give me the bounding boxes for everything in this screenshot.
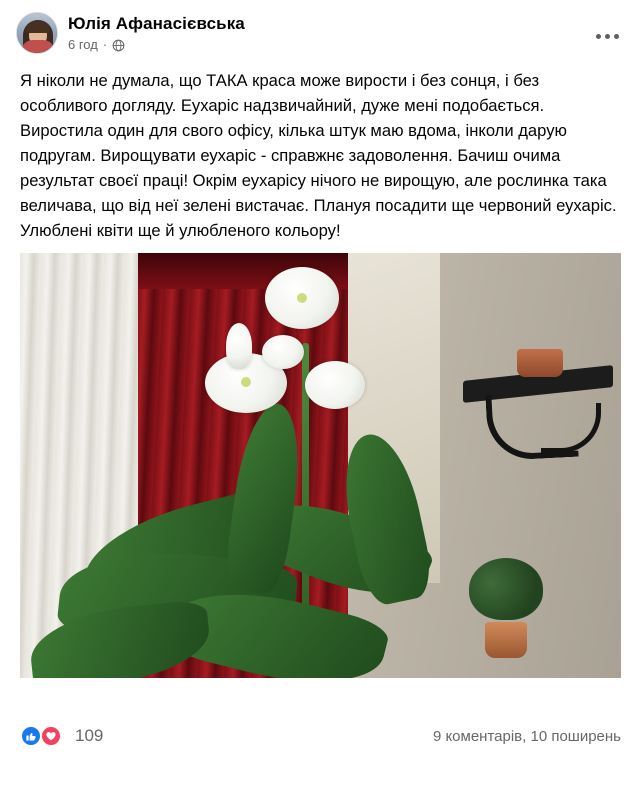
image-small-plant-foliage	[469, 558, 543, 620]
post-header	[0, 0, 641, 54]
author-block	[68, 12, 245, 53]
avatar-hair-top	[26, 21, 50, 33]
image-flower-4	[262, 335, 304, 369]
comments-shares-count[interactable]: 9 коментарів, 10 поширень	[432, 727, 621, 745]
thumbs-up-icon	[20, 725, 42, 747]
author-name[interactable]: Юлія Афанасієвська	[68, 14, 245, 33]
globe-icon[interactable]	[112, 39, 125, 52]
image-small-plant	[461, 558, 551, 658]
post-time[interactable]: 6 год	[68, 37, 98, 52]
meta-separator: ·	[102, 37, 108, 52]
dot-3	[614, 34, 619, 39]
avatar-body	[21, 40, 55, 53]
image-small-plant-pot	[485, 622, 527, 658]
avatar[interactable]	[16, 12, 58, 54]
reaction-count: 109	[75, 726, 104, 745]
reactions-summary[interactable]	[20, 725, 103, 747]
image-shelf-pot	[517, 349, 563, 377]
heart-icon	[40, 725, 62, 747]
post-footer	[0, 678, 641, 794]
dot-1	[596, 34, 601, 39]
post-text: Я ніколи не думала, що ТАКА краса може вирости і без сонця, і без особливого догляду. Еухаріс надзвичайний, дуже мені подобається. Виростила один для свого офісу, кілька штук маю вдома, інколи дарую подругам. Вирощувати еухаріс - справжнє задоволення. Бачиш очима результат своєї праці! Окрім еухарісу нічого не вирощую, але рослинка така величава, що від неї зелені вистачає. Плануя посадити ще червоний еухаріс. Улюблені квіти ще й улюбленого кольору!	[20, 71, 622, 240]
more-options-icon[interactable]	[590, 28, 625, 45]
image-flower-bud	[226, 323, 252, 369]
post-meta	[68, 37, 245, 53]
image-flower-1-center	[297, 293, 307, 303]
post-image[interactable]	[20, 253, 621, 678]
dot-2	[605, 34, 610, 39]
image-flower-2-center	[241, 377, 251, 387]
image-flower-3	[305, 361, 365, 409]
